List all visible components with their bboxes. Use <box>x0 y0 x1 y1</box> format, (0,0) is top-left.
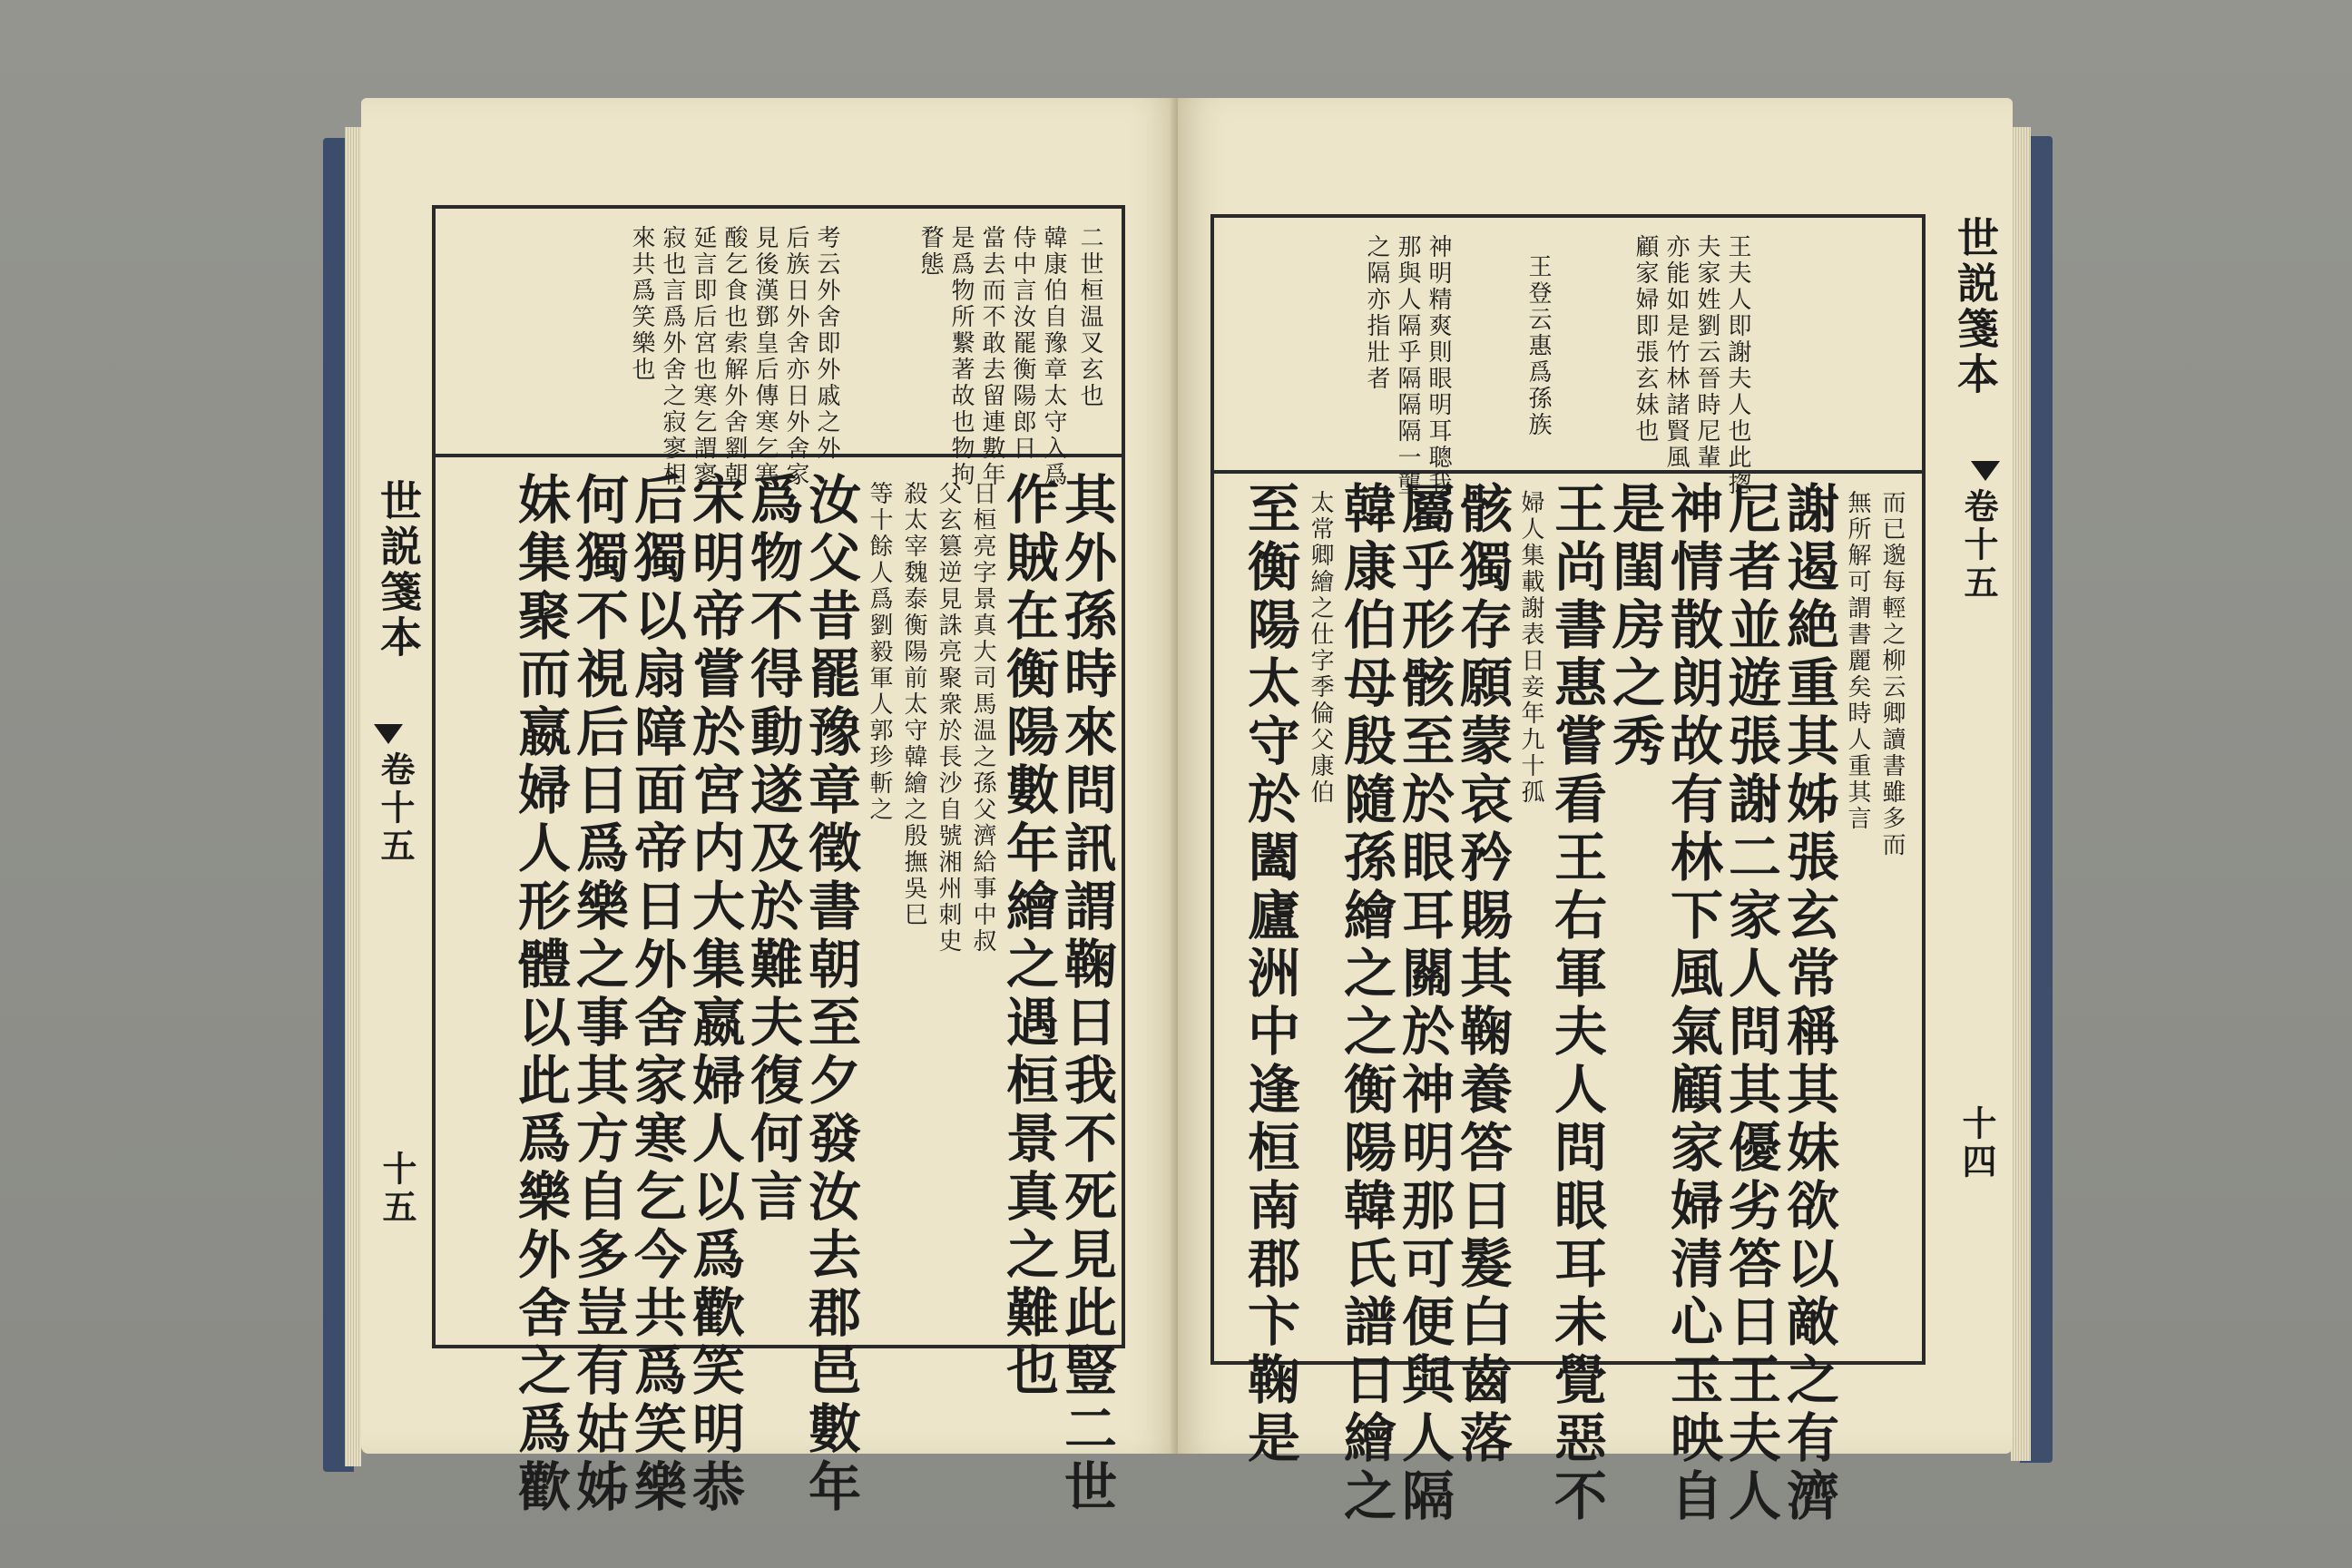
right-header-note: 夫家姓劉云晉時尼輩 <box>1693 234 1720 471</box>
left-header-note: 考云外舍即外戚之外 <box>813 225 840 462</box>
left-note-column: 父玄篡逆見誅亮聚衆於長沙自號湘州刺史 <box>935 481 962 955</box>
left-header-note: 是爲物所繋著故也物拘 <box>947 225 975 488</box>
right-note-column: 太常卿繪之仕字季倫父康伯 <box>1307 490 1334 806</box>
right-header-note: 王夫人即謝夫人也此揔 <box>1724 234 1751 497</box>
left-text-column: 何獨不視后日爲樂之事其方自多豈有姑姊 <box>567 472 629 1517</box>
right-text-column: 尼者並遊張謝二家人問其優劣答日王夫人 <box>1720 481 1781 1526</box>
left-note-column: 等十餘人爲劉毅軍人郭珍斬之 <box>866 481 893 823</box>
left-folio: 十五 <box>377 1151 417 1227</box>
right-note-column: 而已邈每輕之柳云卿讀書雖多而 <box>1878 490 1906 858</box>
left-header-note: 侍中言汝罷衡陽郎日 <box>1009 225 1036 462</box>
open-book <box>334 91 2040 1526</box>
right-folio: 十四 <box>1956 1105 1997 1181</box>
left-text-column: 后獨以扇障面帝日外舍家寒乞今共爲笑樂 <box>625 472 687 1517</box>
right-text-column: 神情散朗故有林下風氣顧家婦清心玉映自 <box>1661 481 1723 1526</box>
left-fold-mark <box>374 724 403 744</box>
right-header-note: 之隔亦指壯者 <box>1363 234 1390 392</box>
left-header-note: 寂也言爲外舍之寂寥相 <box>659 225 686 488</box>
right-page-frame <box>1210 214 1926 1526</box>
right-page <box>1178 98 2013 1526</box>
right-header-note: 亦能如是竹林諸賢風 <box>1662 234 1690 471</box>
left-text-column: 汝父昔罷豫章徵書朝至夕發汝去郡邑數年 <box>799 472 861 1517</box>
left-note-column: 日桓亮字景真大司馬温之孫父濟給事中叔 <box>969 481 996 955</box>
right-note-column: 婦人集載謝表日妾年九十孤 <box>1517 490 1544 806</box>
right-fold-volume: 卷十五 <box>1958 488 1999 603</box>
left-header-note: 見後漢鄧皇后傳寒乞寒 <box>751 225 779 488</box>
right-text-column: 是閨房之秀 <box>1603 481 1665 771</box>
right-text-column: 王尚書惠嘗看王右軍夫人問眼耳未覺惡不 <box>1545 481 1607 1526</box>
left-header-note: 當去而不敢去留連數年 <box>978 225 1005 488</box>
right-note-column: 無所解可謂書麗矣時人重其言 <box>1844 490 1871 832</box>
left-text-column: 爲物不得動遂及於難夫復何言 <box>741 472 803 1227</box>
left-page <box>361 98 1178 1517</box>
left-fold-volume: 卷十五 <box>375 751 416 866</box>
left-page-frame <box>432 205 1125 1517</box>
right-text-column: 韓康伯母殷隨孫繪之之衡陽韓氏譜日繪之 <box>1335 481 1396 1526</box>
right-header-note: 那與人隔乎隔隔隔一壟 <box>1394 234 1421 497</box>
right-text-column: 屬乎形骸至於眼耳關於神明那可便與人隔 <box>1393 481 1455 1526</box>
right-header-note: 神明精爽則眼明耳聰我 <box>1425 234 1452 497</box>
left-header-note: 二世桓温叉玄也 <box>1076 225 1103 409</box>
right-header-note: 王登云惠爲孫族 <box>1524 254 1552 438</box>
left-header-note: 來共爲笑樂也 <box>628 225 655 383</box>
left-header-note: 延言即后宮也寒乞謂寥 <box>690 225 717 488</box>
left-text-column: 宋明帝嘗於宮内大集嬴婦人以爲歡笑明恭 <box>683 472 745 1517</box>
right-header-note: 顧家婦即張玄妹也 <box>1632 234 1659 445</box>
left-header-note: 瞀態 <box>916 225 944 278</box>
left-fold-title: 世説箋本 <box>374 479 423 661</box>
left-header-note: 韓康伯自豫章太守入爲 <box>1040 225 1067 488</box>
page-stack-left <box>345 127 361 1466</box>
left-text-column: 其外孫時來問訊謂鞠日我不死見此豎二世 <box>1055 472 1117 1517</box>
right-fold-mark <box>1971 461 2000 481</box>
right-text-column: 謝遏絶重其姊張玄常稱其妹欲以敵之有濟 <box>1778 481 1839 1526</box>
page-stack-right <box>2011 127 2031 1461</box>
left-header-note: 后族日外舍亦日外舍家 <box>782 225 809 488</box>
right-text-column: 至衡陽太守於闔廬洲中逢桓南郡卞鞠是 <box>1239 481 1300 1468</box>
right-fold-title: 世説箋本 <box>1951 216 2000 397</box>
right-text-column: 骸獨存願蒙哀矜賜其鞠養答日髮白齒落 <box>1451 481 1513 1468</box>
left-text-column: 妹集聚而嬴婦人形體以此爲樂外舍之爲歡 <box>509 472 571 1517</box>
left-header-note: 酸乞食也索解外舍劉朝 <box>720 225 748 488</box>
right-header-rule <box>1214 470 1922 474</box>
left-note-column: 殺太宰魏泰衡陽前太守韓繪之殷撫吳巳 <box>900 481 927 928</box>
left-text-column: 作賊在衡陽數年繪之遇桓景真之難也 <box>997 472 1059 1401</box>
